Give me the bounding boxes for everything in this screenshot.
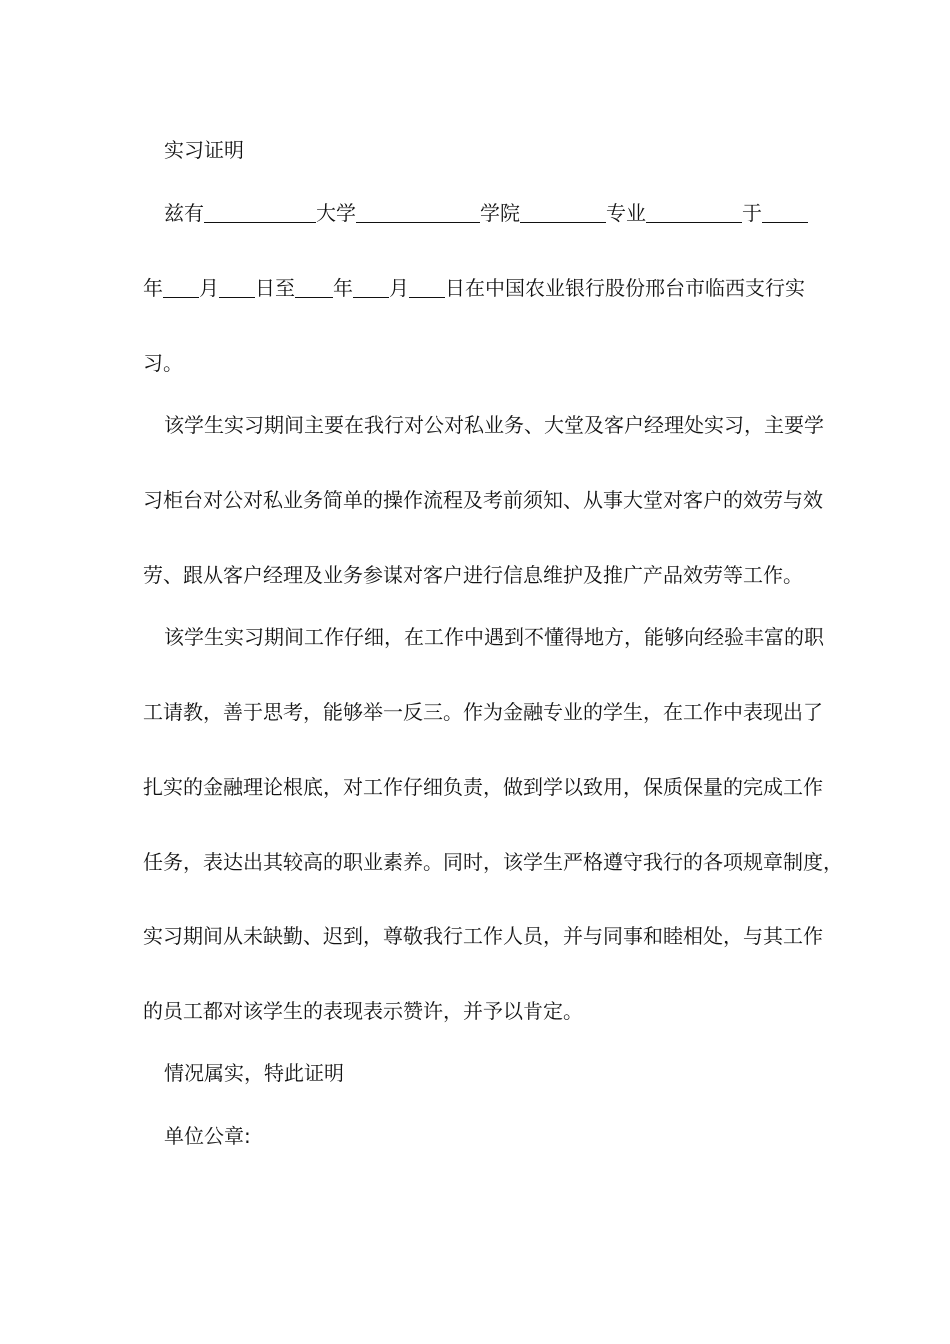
intro-text-rizhi: 日至 <box>255 276 295 300</box>
para2-line-1: 该学生实习期间主要在我行对公对私业务、大堂及客户经理处实习，主要学 <box>164 413 824 437</box>
intro-text-xueyuan: 学院 <box>480 201 520 225</box>
document-title: 实习证明 <box>164 138 244 162</box>
intro-text-zhuanye: 专业 <box>606 201 646 225</box>
end-month-blank <box>353 277 389 298</box>
major-blank <box>520 202 606 223</box>
intro-line-1 <box>164 199 808 227</box>
end-year-blank <box>295 277 333 298</box>
start-year-blank-a <box>762 202 808 223</box>
closing-statement: 情况属实，特此证明 <box>164 1061 344 1085</box>
para3-line-1: 该学生实习期间工作仔细，在工作中遇到不懂得地方，能够向经验丰富的职 <box>164 625 824 649</box>
start-month-blank <box>163 277 199 298</box>
intro-text-daxue: 大学 <box>316 201 356 225</box>
para3-line-5: 实习期间从未缺勤、迟到，尊敬我行工作人员，并与同事和睦相处，与其工作 <box>143 924 823 948</box>
para3-line-3: 扎实的金融理论根底，对工作仔细负责，做到学以致用，保质保量的完成工作 <box>143 775 823 799</box>
intro-text-yue-2: 月 <box>389 276 409 300</box>
para3-line-4: 任务，表达出其较高的职业素养。同时，该学生严格遵守我行的各项规章制度， <box>143 850 843 874</box>
intro-line-3: 习。 <box>143 351 183 375</box>
student-name-blank <box>646 202 742 223</box>
para3-line-6: 的员工都对该学生的表现表示赞许，并予以肯定。 <box>143 999 583 1023</box>
intro-text-nian-2: 年 <box>333 276 353 300</box>
para2-line-3: 劳、跟从客户经理及业务参谋对客户进行信息维护及推广产品效劳等工作。 <box>143 563 803 587</box>
seal-label: 单位公章: <box>164 1124 251 1148</box>
para3-line-2: 工请教，善于思考，能够举一反三。作为金融专业的学生，在工作中表现出了 <box>143 700 823 724</box>
intro-text-bank: 日在中国农业银行股份邢台市临西支行实 <box>445 276 805 300</box>
end-day-blank <box>409 277 445 298</box>
intro-text-nian-1: 年 <box>143 276 163 300</box>
intro-line-2 <box>143 274 805 302</box>
college-blank <box>356 202 480 223</box>
start-day-blank <box>219 277 255 298</box>
intro-text-yu: 于 <box>742 201 762 225</box>
intro-text-ziyou: 兹有 <box>164 201 204 225</box>
intro-text-yue-1: 月 <box>199 276 219 300</box>
university-blank <box>204 202 316 223</box>
para2-line-2: 习柜台对公对私业务简单的操作流程及考前须知、从事大堂对客户的效劳与效 <box>143 488 823 512</box>
